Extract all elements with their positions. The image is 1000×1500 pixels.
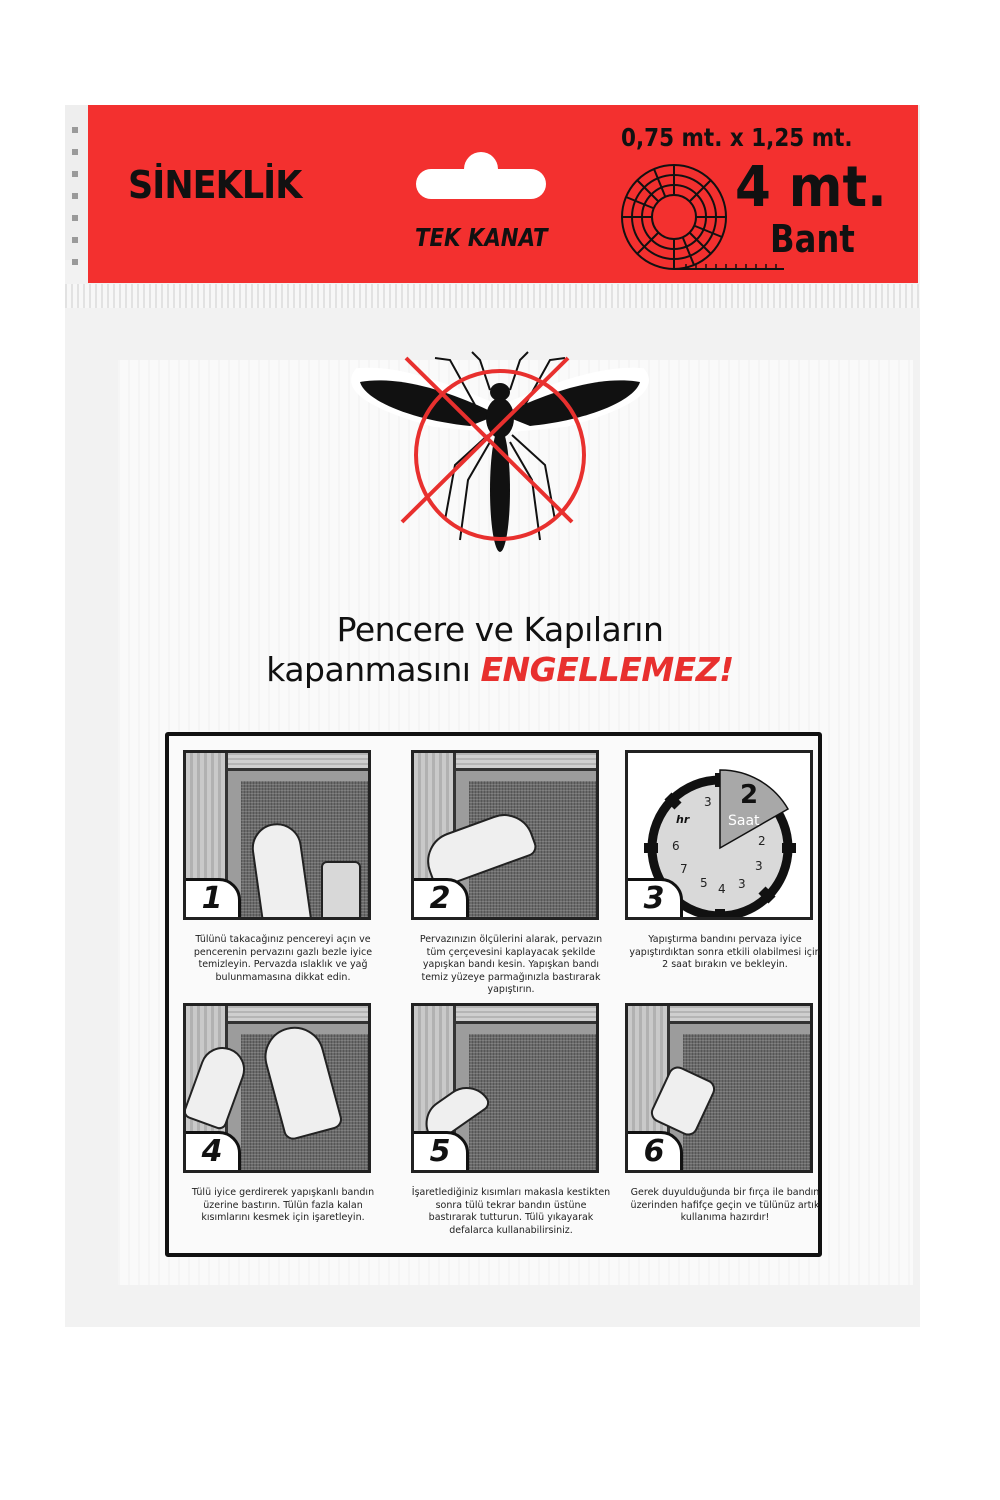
svg-text:3: 3 bbox=[738, 877, 746, 891]
product-label bbox=[88, 105, 918, 283]
no-mosquito-icon bbox=[340, 330, 660, 570]
step-1-illustration bbox=[183, 750, 371, 920]
svg-text:3: 3 bbox=[755, 859, 763, 873]
step-number-badge: 3 bbox=[625, 878, 683, 920]
svg-text:4: 4 bbox=[718, 882, 726, 896]
step-number-badge: 5 bbox=[411, 1131, 469, 1173]
headline-line-1: Pencere ve Kapıların bbox=[336, 610, 664, 649]
step-3-illustration bbox=[625, 750, 813, 920]
svg-text:6: 6 bbox=[672, 839, 680, 853]
bottle-icon bbox=[321, 861, 361, 920]
hang-hole bbox=[416, 152, 546, 198]
step-5-text: İşaretlediğiniz kısımları makasla kestikten sonra tülü tekrar bandın üstüne bastırarak tutturun. Tülü yıkayarak defalarca kullanabilirsiniz. bbox=[411, 1187, 611, 1236]
svg-text:2: 2 bbox=[758, 834, 766, 848]
product-type: TEK KANAT bbox=[415, 223, 548, 252]
svg-text:5: 5 bbox=[700, 876, 708, 890]
step-6 bbox=[625, 1003, 825, 1225]
step-number-badge: 4 bbox=[183, 1131, 241, 1173]
step-3 bbox=[625, 750, 825, 972]
svg-text:3: 3 bbox=[704, 795, 712, 809]
step-1-text: Tülünü takacağınız pencereyi açın ve pencerenin pervazını gazlı bezle iyice temizleyin. Pervazda ıslaklık ve yağ bulunmamasına dikkat edin. bbox=[193, 934, 373, 983]
step-2 bbox=[411, 750, 611, 997]
svg-text:7: 7 bbox=[680, 862, 688, 876]
svg-text:Saat: Saat bbox=[728, 813, 760, 829]
step-5 bbox=[411, 1003, 611, 1237]
tape-length: 4 mt. bbox=[735, 155, 887, 220]
step-number-badge: 6 bbox=[625, 1131, 683, 1173]
svg-text:2: 2 bbox=[740, 780, 759, 810]
svg-text:hr: hr bbox=[676, 813, 690, 826]
seal-ribs bbox=[65, 284, 920, 308]
step-1 bbox=[183, 750, 383, 984]
step-6-text: Gerek duyulduğunda bir fırça ile bandın üzerinden hafifçe geçin ve tülünüz artık kullanıma hazırdır! bbox=[630, 1187, 820, 1223]
step-4-illustration bbox=[183, 1003, 371, 1173]
headline-prefix: kapanmasını bbox=[266, 650, 471, 689]
step-5-illustration bbox=[411, 1003, 599, 1173]
headline-emphasis: ENGELLEMEZ! bbox=[480, 650, 734, 689]
product-title: SİNEKLİK bbox=[128, 163, 302, 207]
step-2-illustration bbox=[411, 750, 599, 920]
step-4-text: Tülü iyice gerdirerek yapışkanlı bandın üzerine bastırın. Tülün fazla kalan kısımlarını kesmek için işaretleyin. bbox=[191, 1187, 375, 1223]
step-number-badge: 1 bbox=[183, 878, 241, 920]
perforation-left bbox=[72, 115, 78, 275]
headline-line-2 bbox=[0, 650, 1000, 689]
step-6-illustration bbox=[625, 1003, 813, 1173]
instructions-panel bbox=[165, 732, 822, 1257]
step-3-text: Yapıştırma bandını pervaza iyice yapıştırdıktan sonra etkili olabilmesi için 2 saat bırakın ve bekleyin. bbox=[629, 934, 821, 970]
tape-label: Bant bbox=[770, 217, 855, 261]
step-number-badge: 2 bbox=[411, 878, 469, 920]
step-4 bbox=[183, 1003, 383, 1225]
step-2-text: Pervazınızın ölçülerini alarak, pervazın tüm çerçevesini kaplayacak şekilde yapışkan bandı kesin. Yapışkan bandı temiz yüzeye parmağınızla bastırarak yapıştırın. bbox=[419, 934, 603, 995]
product-dimensions: 0,75 mt. x 1,25 mt. bbox=[621, 123, 853, 152]
